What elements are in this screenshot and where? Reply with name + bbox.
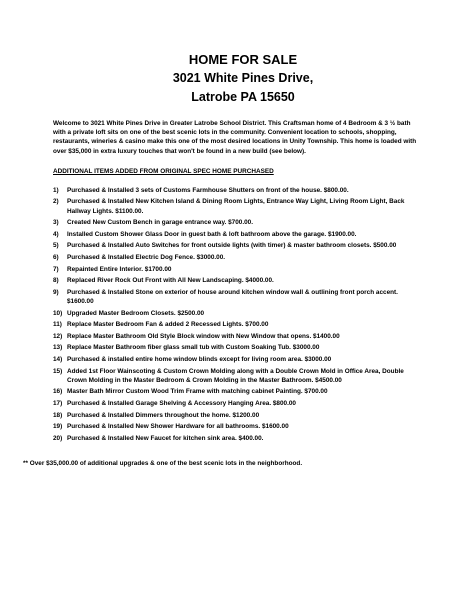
title-block <box>53 50 423 107</box>
item-number: 6) <box>53 253 59 261</box>
item-number: 3) <box>53 219 59 227</box>
item-number: 7) <box>53 265 59 273</box>
list-item <box>53 241 423 250</box>
item-number: 8) <box>53 277 59 285</box>
item-number: 5) <box>53 242 59 250</box>
item-text: Purchased & Installed Electric Dog Fence. $3000.00. <box>67 253 226 261</box>
list-item <box>53 399 423 408</box>
item-text: Installed Custom Shower Glass Door in guest bath & loft bathroom above the garage. $1900.00. <box>67 230 357 238</box>
item-number: 4) <box>53 230 59 238</box>
item-text: Purchased & Installed 3 sets of Customs Farmhouse Shutters on front of the house. $800.00. <box>67 186 349 194</box>
list-item <box>53 218 423 227</box>
list-item <box>53 230 423 239</box>
item-text: Repainted Entire Interior. $1700.00 <box>67 265 172 273</box>
item-number: 16) <box>53 388 63 396</box>
item-number: 18) <box>53 411 63 419</box>
item-number: 19) <box>53 423 63 431</box>
list-item <box>53 355 423 364</box>
list-item <box>53 343 423 352</box>
item-text: Purchased & Installed New Shower Hardware for all bathrooms. $1600.00 <box>67 423 289 431</box>
item-text: Purchased & Installed New Kitchen Island & Dining Room Lights, Entrance Way Light, Living Room Light, Back Hallway Lights. $1100.00. <box>67 198 405 215</box>
list-item <box>53 387 423 396</box>
item-text: Purchased & Installed Dimmers throughout the home. $1200.00 <box>67 411 260 419</box>
item-number: 9) <box>53 288 59 296</box>
item-number: 11) <box>53 321 62 329</box>
section-heading: ADDITIONAL ITEMS ADDED FROM ORIGINAL SPEC HOME PURCHASED <box>53 167 274 175</box>
item-text: Purchased & Installed Auto Switches for front outside lights (with timer) & master bathroom closets. $500.00 <box>67 242 397 250</box>
item-text: Created New Custom Bench in garage entrance way. $700.00. <box>67 219 253 227</box>
list-item <box>53 309 423 318</box>
page-title: HOME FOR SALE <box>188 52 298 67</box>
list-item <box>53 434 423 443</box>
item-number: 17) <box>53 399 63 407</box>
item-text: Upgraded Master Bedroom Closets. $2500.00 <box>67 309 205 317</box>
item-number: 20) <box>53 434 63 442</box>
list-item <box>53 411 423 420</box>
item-text: Added 1st Floor Wainscoting & Custom Crown Molding along with a Double Crown Mold in Office Area, Double Crown Molding in the Master Bedroom & Crown Molding in the Master Bathroom. $4500.00 <box>67 367 404 384</box>
list-item <box>53 197 423 215</box>
item-number: 15) <box>53 367 63 375</box>
item-number: 1) <box>53 186 59 194</box>
upgrade-list <box>53 186 423 443</box>
intro-paragraph: Welcome to 3021 White Pines Drive in Greater Latrobe School District. This Craftsman home of 4 Bedroom & 3 ½ bath with a private loft sits on one of the best scenic lots in the community. Convenient location to schools, shopping, restaurants, wineries & casino make this one of the most desired locations in Unity Township. This home is loaded with over $35,000 in extra luxury touches that won't be found in a new build (see below). <box>53 120 417 155</box>
item-text: Replaced River Rock Out Front with All New Landscaping. $4000.00. <box>67 277 274 285</box>
item-number: 2) <box>53 198 59 206</box>
item-number: 10) <box>53 309 63 317</box>
item-number: 12) <box>53 332 63 340</box>
list-item <box>53 332 423 341</box>
item-text: Replace Master Bathroom Old Style Block window with New Window that opens. $1400.00 <box>67 332 340 340</box>
item-text: Purchased & Installed Stone on exterior of house around kitchen window wall & outlining front porch accent. $1600.00 <box>67 288 398 305</box>
item-text: Replace Master Bedroom Fan & added 2 Recessed Lights. $700.00 <box>67 321 269 329</box>
list-item <box>53 367 423 385</box>
item-text: Master Bath Mirror Custom Wood Trim Frame with matching cabinet Painting. $700.00 <box>67 388 328 396</box>
list-item <box>53 265 423 274</box>
item-text: Replace Master Bathroom fiber glass small tub with Custom Soaking Tub. $3000.00 <box>67 344 320 352</box>
item-text: Purchased & Installed Garage Shelving & Accessory Hanging Area. $800.00 <box>67 399 296 407</box>
footnote: ** Over $35,000.00 of additional upgrades & one of the best scenic lots in the neighborhood. <box>23 459 303 467</box>
item-number: 14) <box>53 355 63 363</box>
list-item <box>53 288 423 306</box>
item-number: 13) <box>53 344 63 352</box>
address-line-1: 3021 White Pines Drive, <box>172 71 314 85</box>
list-item <box>53 253 423 262</box>
list-item <box>53 186 423 195</box>
address-line-2: Latrobe PA 15650 <box>191 90 295 104</box>
item-text: Purchased & Installed New Faucet for kitchen sink area. $400.00. <box>67 434 264 442</box>
item-text: Purchased & installed entire home window blinds except for living room area. $3000.00 <box>67 355 332 363</box>
list-item <box>53 320 423 329</box>
list-item <box>53 276 423 285</box>
list-item <box>53 422 423 431</box>
